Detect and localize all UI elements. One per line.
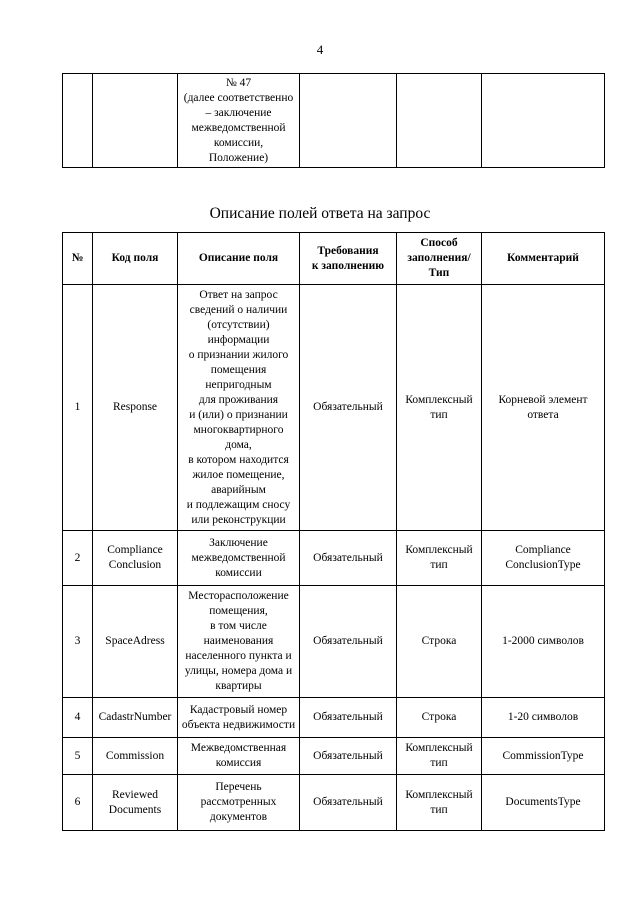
row-comment: Корневой элемент ответа [482,285,605,531]
header-type: Способ заполнения/ Тип [397,233,482,285]
row-comment: Compliance ConclusionType [482,531,605,586]
row-comment: 1-2000 символов [482,586,605,698]
row-type: Строка [397,698,482,738]
row-description: Месторасположение помещения, в том числе наименования населенного пункта и улицы, номера дома и квартиры [178,586,300,698]
row-code: CadastrNumber [93,698,178,738]
row-num: 3 [63,586,93,698]
table-row [63,775,605,831]
table-cell [397,74,482,168]
row-code: Commission [93,738,178,775]
row-code: Response [93,285,178,531]
continuation-table [62,73,605,168]
table-row [63,698,605,738]
table-cell [482,74,605,168]
section-title: Описание полей ответа на запрос [209,205,431,222]
row-type: Строка [397,586,482,698]
table-row [63,285,605,531]
row-num: 4 [63,698,93,738]
row-requirement: Обязательный [300,698,397,738]
row-requirement: Обязательный [300,775,397,831]
row-code: Compliance Conclusion [93,531,178,586]
row-requirement: Обязательный [300,285,397,531]
table-cell [300,74,397,168]
row-description: Межведомственная комиссия [178,738,300,775]
row-requirement: Обязательный [300,738,397,775]
row-comment: CommissionType [482,738,605,775]
fields-table [62,232,605,831]
row-num: 5 [63,738,93,775]
row-comment: DocumentsType [482,775,605,831]
header-num: № [63,233,93,285]
row-requirement: Обязательный [300,586,397,698]
row-code: SpaceAdress [93,586,178,698]
table-cell [178,74,300,168]
row-comment: 1-20 символов [482,698,605,738]
page-number: 4 [316,42,324,57]
row-type: Комплексный тип [397,775,482,831]
row-type: Комплексный тип [397,531,482,586]
row-description: Ответ на запрос сведений о наличии (отсутствии) информации о признании жилого помещения непригодным для проживания и (или) о признании многоквартирного дома, в котором находится жилое помещение, аварийным и подлежащим сносу или реконструкции [178,285,300,531]
table-header-row [63,233,605,285]
header-code: Код поля [93,233,178,285]
table-cell [63,74,93,168]
header-requirements: Требования к заполнению [300,233,397,285]
row-num: 2 [63,531,93,586]
row-description: Перечень рассмотренных документов [178,775,300,831]
table-cell [93,74,178,168]
table-row [63,738,605,775]
header-comment: Комментарий [482,233,605,285]
row-description: Кадастровый номер объекта недвижимости [178,698,300,738]
row-requirement: Обязательный [300,531,397,586]
header-description: Описание поля [178,233,300,285]
table-row [63,531,605,586]
row-type: Комплексный тип [397,285,482,531]
row-num: 1 [63,285,93,531]
row-code: Reviewed Documents [93,775,178,831]
table-row [63,74,605,168]
row-num: 6 [63,775,93,831]
continuation-text: № 47 (далее соответственно – заключение межведомственной комиссии, Положение) [183,77,294,164]
row-type: Комплексный тип [397,738,482,775]
table-row [63,586,605,698]
row-description: Заключение межведомственной комиссии [178,531,300,586]
